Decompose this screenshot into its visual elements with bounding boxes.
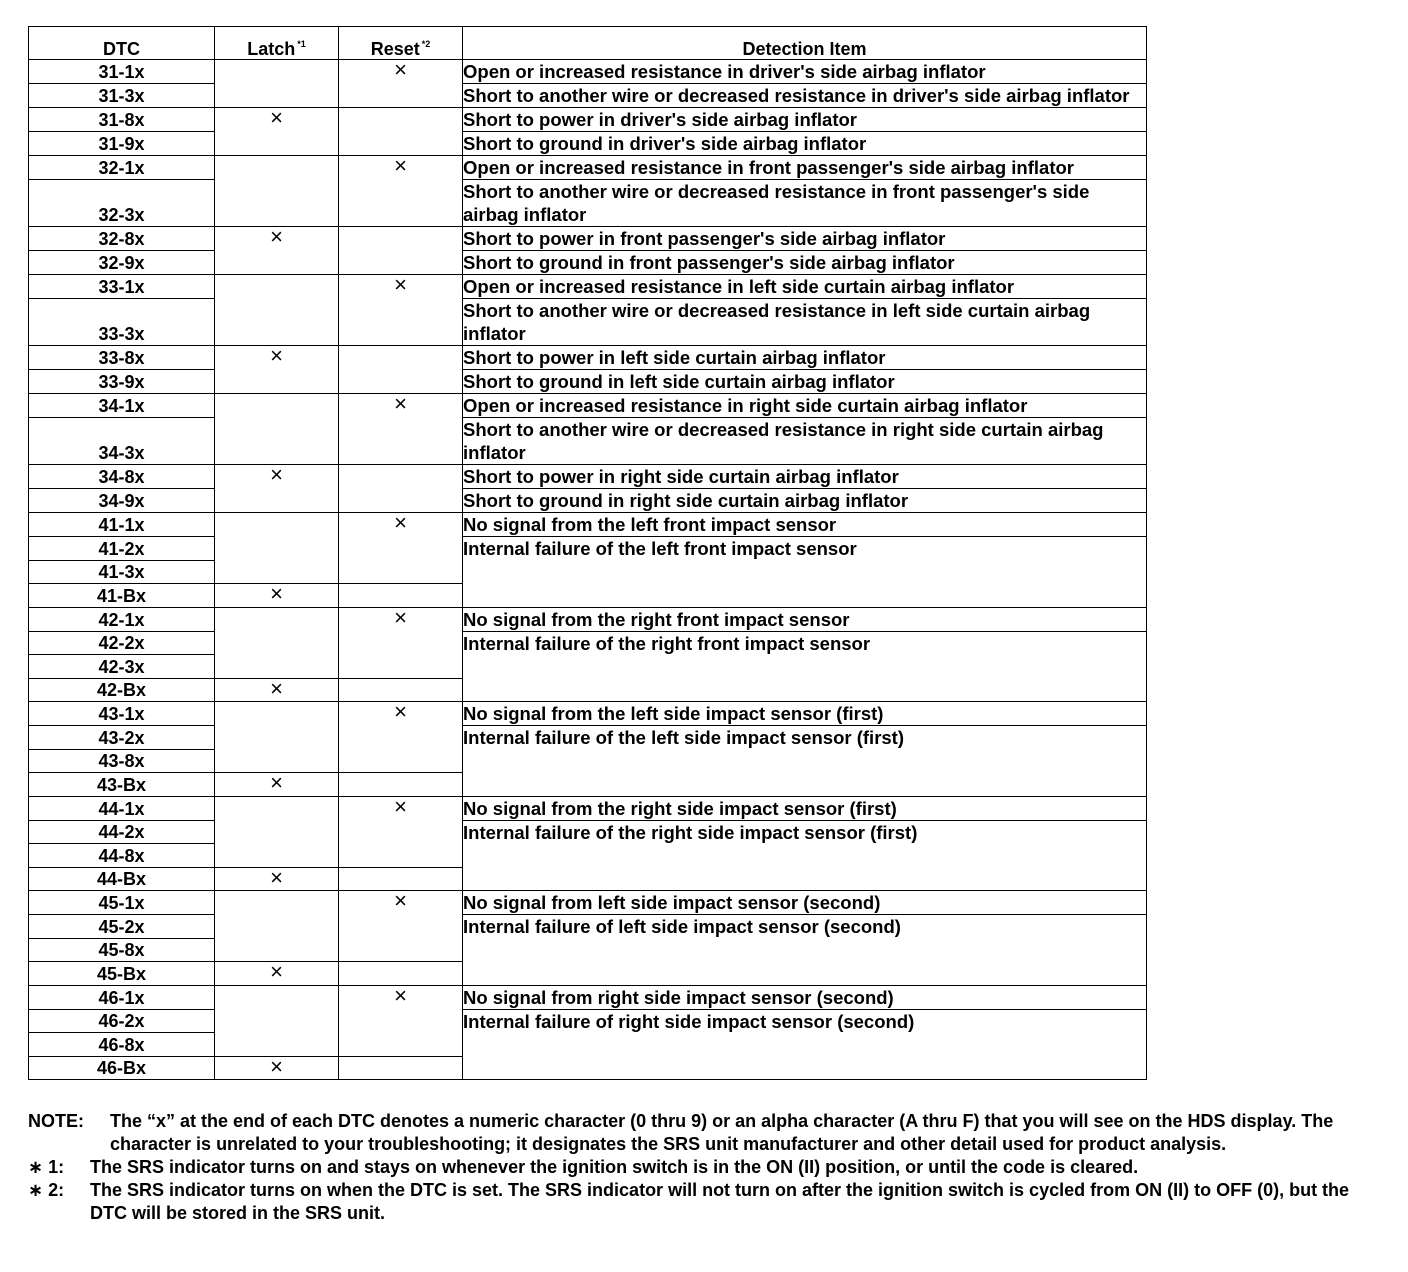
table-row — [29, 299, 1147, 346]
detection-item: No signal from the left side impact sensor (first) — [463, 702, 1147, 726]
dtc-code: 42-Bx — [29, 678, 215, 702]
latch-cell: × — [215, 867, 339, 891]
detection-item: Short to ground in right side curtain airbag inflator — [463, 489, 1147, 513]
dtc-code: 41-3x — [29, 560, 215, 584]
table-row — [29, 418, 1147, 465]
reset-cell: × — [339, 275, 463, 346]
table-row — [29, 84, 1147, 108]
detection-item: Open or increased resistance in front passenger's side airbag inflator — [463, 156, 1147, 180]
dtc-code: 45-8x — [29, 938, 215, 962]
table-row — [29, 394, 1147, 418]
dtc-code: 44-1x — [29, 796, 215, 820]
table-row — [29, 702, 1147, 726]
dtc-code: 43-1x — [29, 702, 215, 726]
reset-cell: × — [339, 891, 463, 962]
table-row — [29, 132, 1147, 156]
latch-cell: × — [215, 227, 339, 275]
notes-section — [28, 1110, 1388, 1225]
table-row — [29, 915, 1147, 939]
latch-cell — [215, 607, 339, 678]
reset-cell — [339, 346, 463, 394]
reset-cell — [339, 584, 463, 608]
footnote-1 — [28, 1156, 1388, 1179]
latch-cell — [215, 985, 339, 1056]
header-dtc: DTC — [29, 27, 215, 60]
latch-cell: × — [215, 962, 339, 986]
latch-cell — [215, 394, 339, 465]
reset-cell — [339, 962, 463, 986]
latch-cell — [215, 156, 339, 227]
table-row — [29, 251, 1147, 275]
dtc-code: 46-Bx — [29, 1056, 215, 1080]
reset-cell — [339, 867, 463, 891]
latch-cell: × — [215, 1056, 339, 1080]
detection-item: Short to ground in left side curtain airbag inflator — [463, 370, 1147, 394]
dtc-code: 44-Bx — [29, 867, 215, 891]
detection-item: Short to another wire or decreased resistance in right side curtain airbag inflator — [463, 418, 1147, 465]
detection-item: No signal from left side impact sensor (second) — [463, 891, 1147, 915]
header-reset: Reset $^{*2}$ — [339, 27, 463, 60]
dtc-code: 45-Bx — [29, 962, 215, 986]
table-row — [29, 465, 1147, 489]
detection-item: Short to another wire or decreased resistance in driver's side airbag inflator — [463, 84, 1147, 108]
table-row — [29, 726, 1147, 750]
dtc-code: 42-2x — [29, 631, 215, 655]
table-row — [29, 346, 1147, 370]
table-row — [29, 631, 1147, 655]
detection-item: Short to ground in front passenger's side airbag inflator — [463, 251, 1147, 275]
note — [28, 1110, 1388, 1156]
table-row — [29, 370, 1147, 394]
table-row — [29, 820, 1147, 844]
detection-item: Open or increased resistance in left side curtain airbag inflator — [463, 275, 1147, 299]
dtc-code: 42-1x — [29, 607, 215, 631]
dtc-code: 44-8x — [29, 844, 215, 868]
dtc-table-container — [28, 26, 1146, 1080]
latch-cell: × — [215, 678, 339, 702]
table-row — [29, 607, 1147, 631]
note-text: The “x” at the end of each DTC denotes a numeric character (0 thru 9) or an alpha character (A thru F) that you will see on the HDS display. The character is unrelated to your troubleshooting; it designates the SRS unit manufacturer and other detail used for product analysis. — [110, 1111, 1334, 1154]
detection-item: Open or increased resistance in right side curtain airbag inflator — [463, 394, 1147, 418]
table-row — [29, 60, 1147, 84]
dtc-code: 41-Bx — [29, 584, 215, 608]
detection-item: Internal failure of the left side impact sensor (first) — [463, 726, 1147, 797]
dtc-code: 33-9x — [29, 370, 215, 394]
table-row — [29, 985, 1147, 1009]
dtc-code: 46-1x — [29, 985, 215, 1009]
latch-cell — [215, 891, 339, 962]
latch-cell: × — [215, 773, 339, 797]
reset-cell: × — [339, 394, 463, 465]
reset-cell — [339, 1056, 463, 1080]
dtc-code: 34-9x — [29, 489, 215, 513]
detection-item: No signal from the right side impact sensor (first) — [463, 796, 1147, 820]
dtc-code: 33-1x — [29, 275, 215, 299]
latch-cell: × — [215, 584, 339, 608]
detection-item: Short to another wire or decreased resistance in front passenger's side airbag inflator — [463, 180, 1147, 227]
dtc-code: 45-2x — [29, 915, 215, 939]
table-row — [29, 156, 1147, 180]
dtc-code: 31-3x — [29, 84, 215, 108]
latch-cell — [215, 702, 339, 773]
latch-cell — [215, 513, 339, 584]
dtc-code: 32-9x — [29, 251, 215, 275]
table-row — [29, 180, 1147, 227]
detection-item: Open or increased resistance in driver's side airbag inflator — [463, 60, 1147, 84]
reset-cell — [339, 678, 463, 702]
dtc-code: 34-3x — [29, 418, 215, 465]
table-row — [29, 227, 1147, 251]
table-row — [29, 796, 1147, 820]
latch-cell: × — [215, 465, 339, 513]
latch-cell: × — [215, 346, 339, 394]
dtc-code: 34-8x — [29, 465, 215, 489]
footnote-2-text: The SRS indicator turns on when the DTC is set. The SRS indicator will not turn on after the ignition switch is cycled from ON (II) to OFF (0), but the DTC will be stored in the SRS unit. — [90, 1180, 1350, 1223]
latch-cell — [215, 60, 339, 108]
dtc-table — [28, 26, 1147, 1080]
dtc-code: 34-1x — [29, 394, 215, 418]
detection-item: Short to another wire or decreased resistance in left side curtain airbag inflator — [463, 299, 1147, 346]
dtc-code: 42-3x — [29, 655, 215, 679]
dtc-code: 33-8x — [29, 346, 215, 370]
dtc-code: 46-2x — [29, 1009, 215, 1033]
detection-item: Short to power in right side curtain airbag inflator — [463, 465, 1147, 489]
reset-cell: × — [339, 702, 463, 773]
reset-cell: × — [339, 796, 463, 867]
dtc-code: 31-1x — [29, 60, 215, 84]
reset-cell — [339, 465, 463, 513]
detection-item: Short to power in driver's side airbag inflator — [463, 108, 1147, 132]
detection-item: Internal failure of right side impact sensor (second) — [463, 1009, 1147, 1080]
table-row — [29, 1009, 1147, 1033]
header-latch: Latch $^{*1}$ — [215, 27, 339, 60]
latch-cell — [215, 275, 339, 346]
reset-cell: × — [339, 513, 463, 584]
dtc-code: 41-1x — [29, 513, 215, 537]
detection-item: No signal from the left front impact sensor — [463, 513, 1147, 537]
dtc-code: 33-3x — [29, 299, 215, 346]
dtc-code: 32-3x — [29, 180, 215, 227]
reset-cell: × — [339, 60, 463, 108]
dtc-code: 32-8x — [29, 227, 215, 251]
table-row — [29, 513, 1147, 537]
reset-cell — [339, 773, 463, 797]
dtc-code: 44-2x — [29, 820, 215, 844]
table-row — [29, 489, 1147, 513]
footnote-1-label: ∗ 1: — [28, 1157, 65, 1177]
reset-cell — [339, 108, 463, 156]
table-body — [29, 57, 1147, 1080]
dtc-code: 43-2x — [29, 726, 215, 750]
detection-item: Internal failure of the left front impact sensor — [463, 537, 1147, 608]
reset-cell: × — [339, 607, 463, 678]
table-row — [29, 537, 1147, 561]
reset-cell: × — [339, 985, 463, 1056]
header-detection-item: Detection Item — [463, 27, 1147, 60]
footnote-1-text: The SRS indicator turns on and stays on whenever the ignition switch is in the ON (II) position, or until the code is cleared. — [90, 1157, 1139, 1177]
reset-cell: × — [339, 156, 463, 227]
detection-item: No signal from right side impact sensor (second) — [463, 985, 1147, 1009]
footnote-2-label: ∗ 2: — [28, 1180, 65, 1200]
footnote-2 — [28, 1179, 1388, 1225]
table-row — [29, 275, 1147, 299]
reset-cell — [339, 227, 463, 275]
detection-item: Short to power in left side curtain airbag inflator — [463, 346, 1147, 370]
dtc-code: 43-Bx — [29, 773, 215, 797]
dtc-code: 32-1x — [29, 156, 215, 180]
dtc-code: 31-8x — [29, 108, 215, 132]
dtc-code: 43-8x — [29, 749, 215, 773]
detection-item: No signal from the right front impact sensor — [463, 607, 1147, 631]
latch-cell — [215, 796, 339, 867]
detection-item: Short to ground in driver's side airbag inflator — [463, 132, 1147, 156]
dtc-code: 31-9x — [29, 132, 215, 156]
table-header-row — [29, 27, 1147, 60]
table-row — [29, 108, 1147, 132]
dtc-code: 41-2x — [29, 537, 215, 561]
latch-cell: × — [215, 108, 339, 156]
dtc-code: 45-1x — [29, 891, 215, 915]
detection-item: Internal failure of the right front impact sensor — [463, 631, 1147, 702]
table-row — [29, 891, 1147, 915]
dtc-code: 46-8x — [29, 1033, 215, 1057]
detection-item: Internal failure of the right side impact sensor (first) — [463, 820, 1147, 891]
detection-item: Short to power in front passenger's side airbag inflator — [463, 227, 1147, 251]
note-label: NOTE: — [28, 1111, 84, 1131]
detection-item: Internal failure of left side impact sensor (second) — [463, 915, 1147, 986]
